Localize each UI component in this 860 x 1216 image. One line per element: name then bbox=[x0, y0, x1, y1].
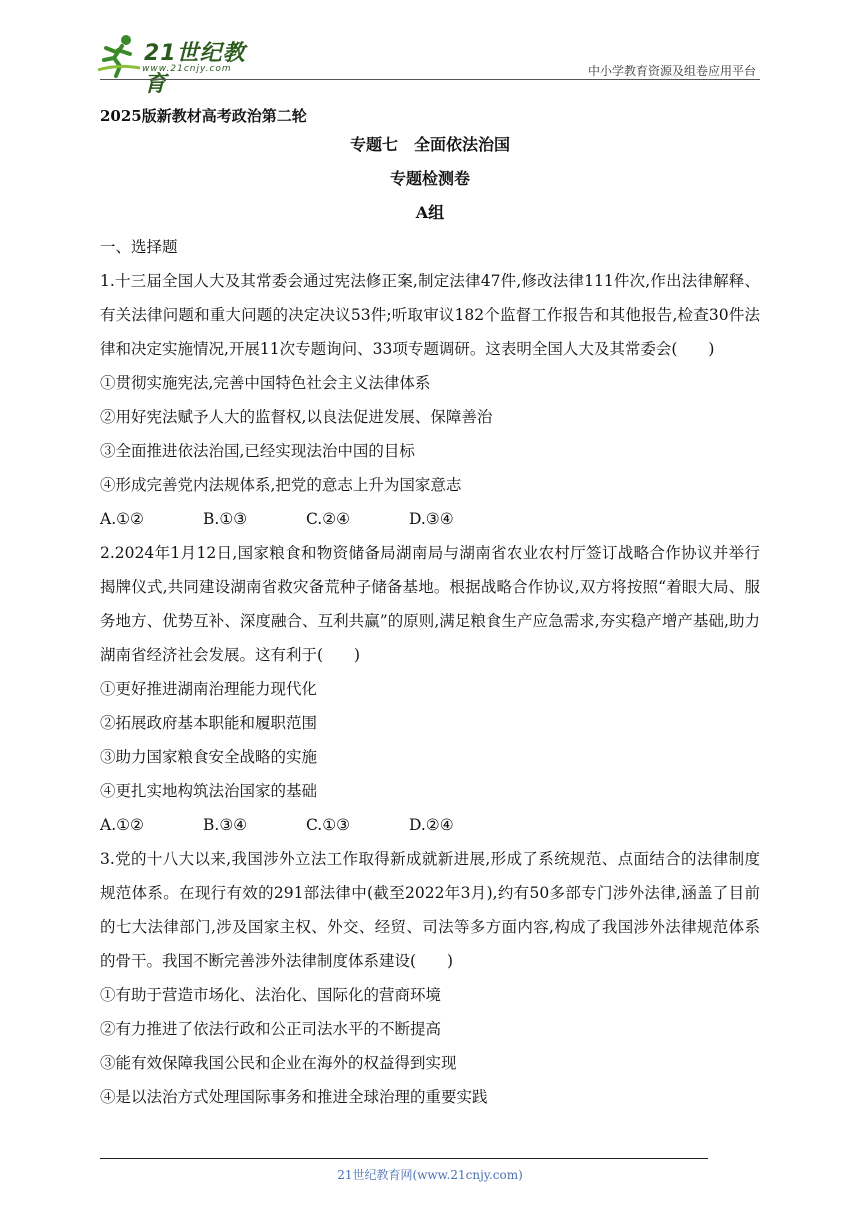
footer-divider bbox=[100, 1158, 708, 1159]
question-2 bbox=[100, 536, 760, 842]
answer-choices bbox=[100, 808, 760, 842]
footer-link[interactable]: 21世纪教育网(www.21cnjy.com) bbox=[337, 1168, 523, 1182]
logo-url: www.21cnjy.com bbox=[142, 64, 232, 74]
statement-item: ②拓展政府基本职能和履职范围 bbox=[100, 714, 318, 732]
question-stem: 3.党的十八大以来,我国涉外立法工作取得新成就新进展,形成了系统规范、点面结合的法律制度规范体系。在现行有效的291部法律中(截至2022年3月),约有50多部专门涉外法律,涵盖了目前的七大法律部门,涉及国家主权、外交、经贸、司法等多方面内容,构成了我国涉外法律规范体系的骨干。我国不断完善涉外法律制度体系建设( ) bbox=[100, 850, 760, 970]
choice-b: B.①③ bbox=[203, 510, 248, 528]
statement-item: ③助力国家粮食安全战略的实施 bbox=[100, 748, 318, 766]
statement-item: ①有助于营造市场化、法治化、国际化的营商环境 bbox=[100, 986, 442, 1004]
statement-item: ③全面推进依法治国,已经实现法治中国的目标 bbox=[100, 442, 415, 460]
topic-title: 专题七 全面依法治国 bbox=[349, 135, 510, 154]
series-title: 2025版新教材高考政治第二轮 bbox=[100, 107, 307, 125]
choice-c: C.②④ bbox=[306, 510, 351, 528]
statement-item: ④形成完善党内法规体系,把党的意志上升为国家意志 bbox=[100, 476, 462, 494]
header-divider bbox=[100, 79, 760, 80]
runner-logo-icon bbox=[96, 34, 142, 78]
choice-b: B.③④ bbox=[203, 816, 248, 834]
statement-item: ①贯彻实施宪法,完善中国特色社会主义法律体系 bbox=[100, 374, 431, 392]
statement-item: ④更扎实地构筑法治国家的基础 bbox=[100, 782, 318, 800]
choice-a: A.①② bbox=[100, 510, 144, 528]
page-header bbox=[0, 0, 860, 97]
document-body bbox=[100, 104, 760, 1114]
choice-d: D.②④ bbox=[409, 816, 454, 834]
statement-item: ②用好宪法赋予人大的监督权,以良法促进发展、保障善治 bbox=[100, 408, 493, 426]
question-stem: 2.2024年1月12日,国家粮食和物资储备局湖南局与湖南省农业农村厅签订战略合作协议并举行揭牌仪式,共同建设湖南省救灾备荒种子储备基地。根据战略合作协议,双方将按照“着眼大局、服务地方、优势互补、深度融合、互利共赢”的原则,满足粮食生产应急需求,夯实稳产增产基础,助力湖南省经济社会发展。这有利于( ) bbox=[100, 544, 760, 664]
question-3 bbox=[100, 842, 760, 1114]
test-subtitle: 专题检测卷 bbox=[389, 169, 470, 188]
group-label: A组 bbox=[415, 203, 445, 222]
choice-c: C.①③ bbox=[306, 816, 351, 834]
statement-item: ①更好推进湖南治理能力现代化 bbox=[100, 680, 318, 698]
platform-title: 中小学教育资源及组卷应用平台 bbox=[587, 64, 756, 78]
statement-item: ④是以法治方式处理国际事务和推进全球治理的重要实践 bbox=[100, 1088, 488, 1106]
statement-item: ③能有效保障我国公民和企业在海外的权益得到实现 bbox=[100, 1054, 457, 1072]
answer-choices bbox=[100, 502, 760, 536]
site-logo bbox=[96, 34, 266, 97]
section-heading: 一、选择题 bbox=[100, 238, 178, 256]
choice-a: A.①② bbox=[100, 816, 144, 834]
question-stem: 1.十三届全国人大及其常委会通过宪法修正案,制定法律47件,修改法律111件次,作出法律解释、有关法律问题和重大问题的决定决议53件;听取审议182个监督工作报告和其他报告,检查30件法律和决定实施情况,开展11次专题询问、33项专题调研。这表明全国人大及其常委会( ) bbox=[100, 272, 760, 358]
logo-text: 21世纪教育 bbox=[144, 41, 246, 97]
choice-d: D.③④ bbox=[409, 510, 454, 528]
question-1 bbox=[100, 264, 760, 536]
statement-item: ②有力推进了依法行政和公正司法水平的不断提高 bbox=[100, 1020, 442, 1038]
